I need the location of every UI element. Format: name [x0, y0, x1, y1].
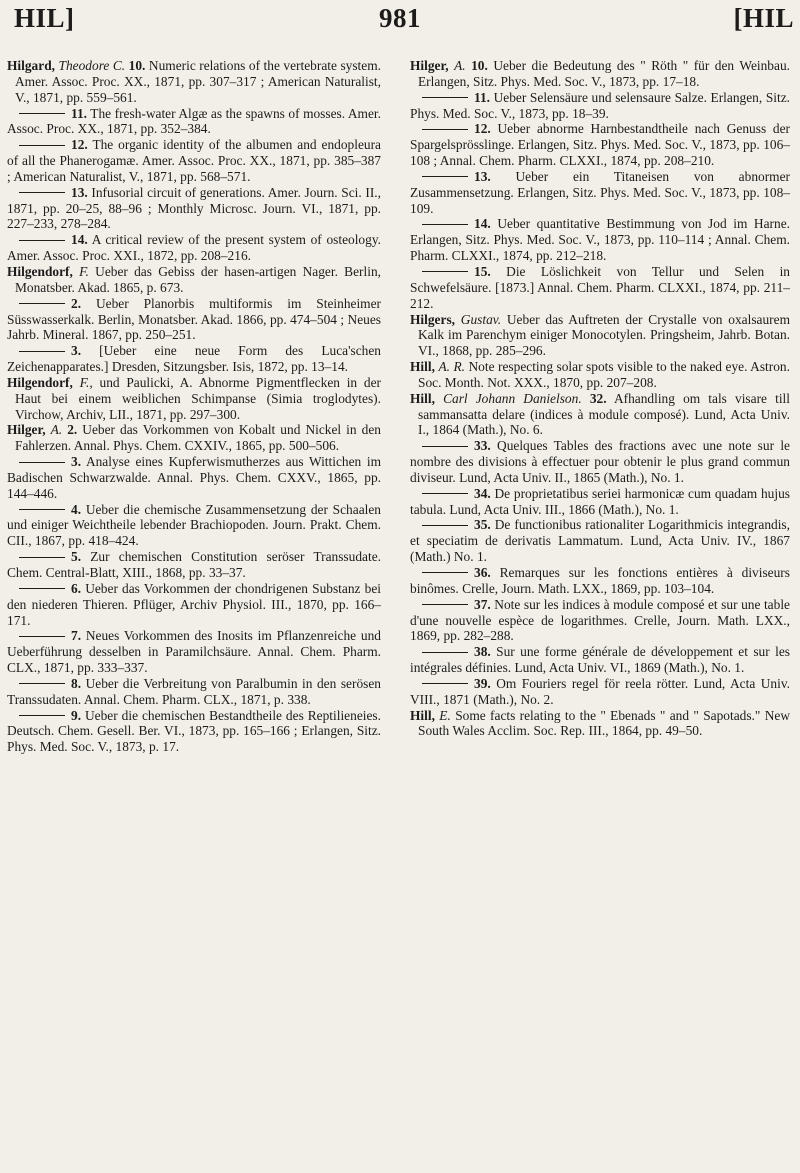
entry-number: 2. — [71, 295, 82, 311]
repeat-author-dash — [422, 604, 468, 605]
entry-number: 7. — [71, 628, 82, 644]
repeat-author-dash — [19, 113, 65, 114]
bibliography-entry — [7, 454, 381, 502]
bibliography-entry — [7, 106, 381, 138]
bibliography-entry — [410, 644, 790, 676]
entry-given-name: F., — [79, 374, 93, 390]
entry-text: Ueber die Bedeutung des " Röth " für den Weinbau. Erlangen, Sitz. Phys. Med. Soc. V., 1873, pp. 17–18. — [418, 58, 790, 89]
repeat-author-dash — [422, 652, 468, 653]
entry-number: 12. — [71, 137, 88, 153]
entry-number: 8. — [71, 675, 82, 691]
repeat-author-dash — [19, 509, 65, 510]
entry-number: 15. — [474, 263, 491, 279]
repeat-author-dash — [422, 271, 468, 272]
entry-given-name: A. R. — [438, 359, 465, 375]
bibliography-entry — [7, 502, 381, 550]
entry-text: Ueber abnorme Harnbestandtheile nach Genuss der Spargelsprösslinge. Erlangen, Sitz. Phys. Med. Soc. V., 1873, pp. 106–108 ; Annal. Chem. Pharm. CLXXI., 1874, pp. 208–210. — [410, 121, 790, 169]
bibliography-entry — [410, 708, 790, 740]
bibliography-entry — [7, 343, 381, 375]
entry-text: Ueber das Vorkommen von Kobalt und Nickel in den Fahlerzen. Annal. Phys. Chem. CXXIV., 1865, pp. 500–506. — [15, 422, 381, 454]
entry-number: 11. — [474, 89, 490, 105]
entry-text: De functionibus rationaliter Logarithmicis integrandis, et speciatim de derivatis Lammatum. Lund, Acta Univ. IV., 1867 (Math.) No. 1. — [410, 517, 790, 565]
bibliography-entry — [410, 216, 790, 264]
repeat-author-dash — [422, 683, 468, 684]
entry-text: Some facts relating to the " Ebenads " and " Sapotads." New South Wales Acclim. Soc. Rep. III., 1864, pp. 49–50. — [418, 707, 790, 739]
entry-given-name: Theodore C. — [58, 58, 126, 73]
entry-text: Note sur les indices à module composé et sur une table d'une nouvelle espèce de logarithmes. Crelle, Journ. Math. LXX., 1869, pp. 282–288. — [410, 596, 790, 644]
entry-text: Ueber ein Titaneisen von abnormer Zusammensetzung. Erlangen, Sitz. Phys. Med. Soc. V., 1873, pp. 108–109. — [410, 168, 790, 216]
entry-text: Infusorial circuit of generations. Amer. Journ. Sci. II., 1871, pp. 20–25, 88–96 ; Monthly Microsc. Journ. VI., 1871, pp. 227–233, 278–284. — [7, 184, 381, 232]
repeat-author-dash — [19, 145, 65, 146]
entry-given-name: A. — [454, 58, 466, 73]
entry-given-name: E. — [439, 707, 451, 723]
entry-number: 3. — [71, 343, 82, 359]
entry-author: Hill, — [410, 359, 435, 375]
entry-text: Ueber die chemischen Bestandtheile des Reptilieneies. Deutsch. Chem. Gesell. Ber. VI., 1873, pp. 165–166 ; Erlangen, Sitz. Phys. Med. Soc. V., 1873, p. 17. — [7, 707, 381, 755]
repeat-author-dash — [422, 97, 468, 98]
entry-text: Om Fouriers regel för reela rötter. Lund, Acta Univ. VIII., 1871 (Math.), No. 2. — [410, 675, 790, 707]
entry-number: 14. — [71, 232, 88, 248]
entry-text: Neues Vorkommen des Inosits im Pflanzenreiche und Ueberführung desselben in Paramilchsäure. Annal. Chem. Pharm. CLX., 1871, pp. 333–337. — [7, 628, 381, 676]
bibliography-entry — [410, 359, 790, 391]
entry-number: 33. — [474, 438, 491, 454]
bibliography-entry — [7, 264, 381, 296]
repeat-author-dash — [19, 192, 65, 193]
bibliography-entry — [7, 185, 381, 233]
entry-number: 13. — [71, 184, 88, 200]
left-column — [7, 58, 381, 755]
repeat-author-dash — [422, 176, 468, 177]
entry-text: Numeric relations of the vertebrate system. Amer. Assoc. Proc. XX., 1871, pp. 307–317 ; American Naturalist, V., 1871, pp. 559–561. — [15, 58, 381, 105]
entry-text: Ueber das Gebiss der hasen-artigen Nager. Berlin, Monatsber. Akad. 1865, p. 673. — [15, 263, 381, 295]
bibliography-entry — [7, 708, 381, 756]
entry-text: Ueber Selensäure und selensaure Salze. Erlangen, Sitz. Phys. Med. Soc. V., 1873, pp. 18–39. — [410, 89, 790, 121]
entry-number: 37. — [474, 596, 491, 612]
bibliography-entry — [7, 549, 381, 581]
entry-author: Hilgendorf, — [7, 263, 73, 279]
entry-number: 12. — [474, 121, 491, 137]
entry-given-name: Carl Johann Danielson. — [443, 390, 582, 406]
bibliography-entry — [410, 438, 790, 486]
entry-text: The fresh-water Algæ as the spawns of mosses. Amer. Assoc. Proc. XX., 1871, pp. 352–384. — [7, 105, 381, 137]
entry-text: Ueber Planorbis multiformis im Steinheimer Süsswasserkalk. Berlin, Monatsber. Akad. 1866, pp. 474–504 ; Neues Jahrb. Mineral. 1867, pp. 250–251. — [7, 295, 381, 343]
bibliography-entry — [7, 232, 381, 264]
entry-text: A critical review of the present system of osteology. Amer. Assoc. Proc. XXI., 1872, pp. 208–216. — [7, 232, 381, 264]
entry-author: Hilger, — [410, 58, 449, 73]
entry-number: 9. — [71, 707, 82, 723]
entry-number: 2. — [67, 422, 78, 438]
entry-author: Hilgendorf, — [7, 374, 73, 390]
bibliography-entry — [410, 391, 790, 439]
entry-number: 36. — [474, 565, 491, 580]
entry-text: Ueber die chemische Zusammensetzung der Schaalen und einiger Weichtheile lebender Brachiopoden. Journ. Prakt. Chem. CII., 1867, pp. 418–424. — [7, 501, 381, 549]
bibliography-entry — [7, 58, 381, 106]
entry-number: 10. — [471, 58, 488, 73]
bibliography-entry — [410, 597, 790, 645]
entry-author: Hilgers, — [410, 311, 455, 327]
entry-text: Sur une forme générale de développement et sur les intégrales définies. Lund, Acta Univ. VI., 1869 (Math.), No. 1. — [410, 644, 790, 676]
entry-given-name: A. — [50, 422, 63, 438]
entry-number: 4. — [71, 501, 82, 517]
bibliography-entry — [410, 169, 790, 217]
entry-given-name: Gustav. — [460, 311, 502, 327]
repeat-author-dash — [19, 557, 65, 558]
repeat-author-dash — [19, 636, 65, 637]
entry-text: De proprietatibus seriei harmonicæ cum quadam hujus tabula. Lund, Acta Univ. III., 1866 (Math.), No. 1. — [410, 485, 790, 517]
entry-text: Note respecting solar spots visible to the naked eye. Astron. Soc. Month. Not. XXX., 1870, pp. 207–208. — [418, 359, 790, 390]
bibliography-entry — [7, 375, 381, 423]
entry-number: 11. — [71, 105, 87, 121]
page-header — [0, 0, 800, 50]
bibliography-entry — [7, 137, 381, 185]
entry-author: Hilgard, — [7, 58, 55, 73]
bibliography-entry — [410, 312, 790, 360]
header-left-label: HIL] — [14, 3, 75, 33]
repeat-author-dash — [422, 446, 468, 447]
bibliography-entry — [7, 422, 381, 454]
entry-number: 38. — [474, 644, 491, 660]
repeat-author-dash — [422, 525, 468, 526]
repeat-author-dash — [19, 303, 65, 304]
entry-text: Remarques sur les fonctions entières à diviseurs binômes. Crelle, Journ. Math. LXX., 1869, pp. 103–104. — [410, 565, 790, 596]
repeat-author-dash — [19, 462, 65, 463]
entry-number: 39. — [474, 675, 491, 691]
entry-text: Quelques Tables des fractions avec une note sur le nombre des divisions à effectuer pour obtenir le plus grand commun diviseur. Lund, Acta Univ. II., 1865 (Math.), No. 1. — [410, 438, 790, 485]
entry-number: 3. — [71, 454, 82, 470]
bibliography-entry — [410, 565, 790, 597]
repeat-author-dash — [422, 493, 468, 494]
entry-text: Ueber das Vorkommen der chondrigenen Substanz bei den niederen Thieren. Pflüger, Archiv Physiol. III., 1870, pp. 166–171. — [7, 580, 381, 628]
bibliography-entry — [410, 121, 790, 169]
repeat-author-dash — [422, 224, 468, 225]
repeat-author-dash — [19, 683, 65, 684]
entry-text: Ueber das Auftreten der Crystalle von oxalsaurem Kalk im Parenchym einiger Monocotylen. Pringsheim, Jahrb. Botan. VI., 1868, pp. 285–296. — [418, 311, 790, 359]
header-right-label: [HIL — [733, 3, 794, 33]
entry-given-name: F. — [79, 263, 89, 279]
page-number: 981 — [379, 3, 421, 33]
bibliography-entry — [7, 581, 381, 629]
entry-text: [Ueber eine neue Form des Luca'schen Zeichenapparates.] Dresden, Sitzungsber. Isis, 1872, pp. 13–14. — [7, 343, 381, 375]
entry-author: Hill, — [410, 707, 435, 723]
entry-number: 14. — [474, 216, 491, 232]
entry-text: Ueber die Verbreitung von Paralbumin in den serösen Transsudaten. Annal. Chem. Pharm. CLX., 1871, p. 338. — [7, 675, 381, 707]
entry-text: Die Löslichkeit von Tellur und Selen in Schwefelsäure. [1873.] Annal. Chem. Pharm. CLXXI., 1874, pp. 211–212. — [410, 263, 790, 311]
entry-number: 13. — [474, 168, 491, 184]
repeat-author-dash — [422, 572, 468, 573]
bibliography-entry — [410, 90, 790, 122]
repeat-author-dash — [19, 351, 65, 352]
entry-number: 35. — [474, 517, 491, 533]
bibliography-entry — [410, 486, 790, 518]
repeat-author-dash — [19, 240, 65, 241]
entry-number: 5. — [71, 549, 82, 565]
right-column — [410, 58, 790, 739]
entry-number: 10. — [128, 58, 146, 73]
bibliography-entry — [7, 676, 381, 708]
entry-author: Hilger, — [7, 422, 46, 438]
entry-text: Zur chemischen Constitution seröser Transsudate. Chem. Central-Blatt, XIII., 1868, pp. 33–37. — [7, 549, 381, 580]
bibliography-entry — [410, 264, 790, 312]
bibliography-entry — [410, 517, 790, 565]
entry-number: 34. — [474, 485, 491, 501]
entry-author: Hill, — [410, 390, 435, 406]
entry-number: 32. — [589, 390, 607, 406]
entry-text: Ueber quantitative Bestimmung von Jod im Harne. Erlangen, Sitz. Phys. Med. Soc. V., 1873, pp. 110–114 ; Annal. Chem. Pharm. CLXXI., 1874, pp. 212–218. — [410, 216, 790, 264]
bibliography-entry — [7, 628, 381, 676]
entry-text: Analyse eines Kupferwismutherzes aus Wittichen im Badischen Schwarzwalde. Annal. Phys. Chem. CXXV., 1865, pp. 144–446. — [7, 454, 382, 501]
entry-text: Afhandling om tals visare till sammansatta delare (indices à module composé). Lund, Acta Univ. I., 1864 (Math.), No. 6. — [418, 390, 790, 438]
repeat-author-dash — [422, 129, 468, 130]
entry-text: und Paulicki, A. Abnorme Pigmentflecken in der Haut bei einem weiblichen Schimpanse (Simia troglodytes). Virchow, Archiv, LII., 1871, pp. 297–300. — [15, 374, 381, 422]
bibliography-entry — [7, 296, 381, 344]
repeat-author-dash — [19, 588, 65, 589]
entry-number: 6. — [71, 580, 82, 596]
repeat-author-dash — [19, 715, 65, 716]
bibliography-entry — [410, 676, 790, 708]
entry-text: The organic identity of the albumen and endopleura of all the Phanerogamæ. Amer. Assoc. Proc. XX., 1871, pp. 385–387 ; American Naturalist, V., 1871, pp. 568–571. — [7, 137, 381, 184]
bibliography-entry — [410, 58, 790, 90]
